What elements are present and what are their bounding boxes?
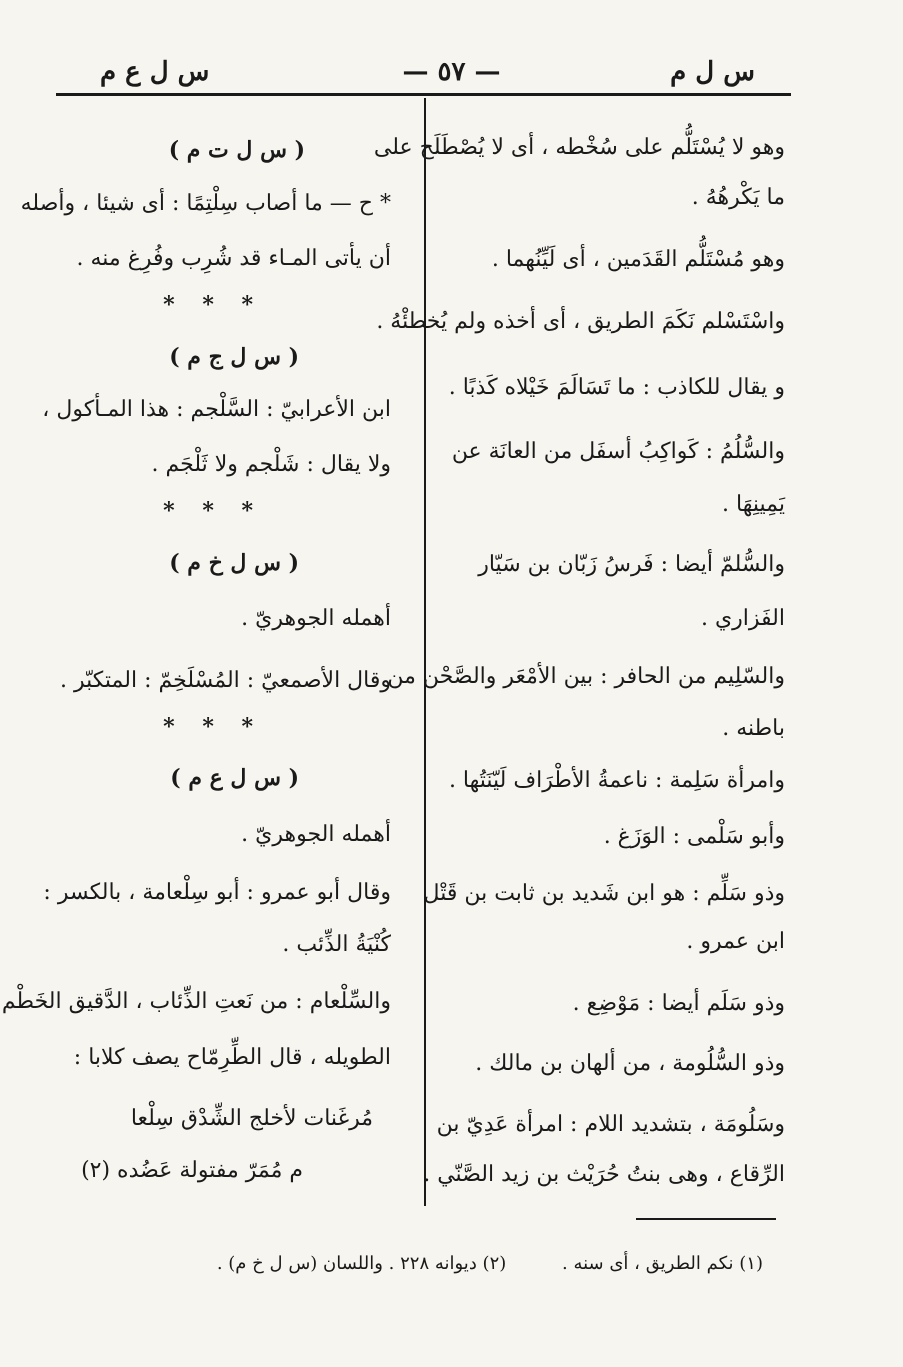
text-line: والسُّلُمُ : كَواكِبُ أسفَل من العانَة عن <box>451 439 785 464</box>
text-line: وذو سَلَم أيضا : مَوْضِع . <box>572 991 785 1016</box>
section-separator: * * * <box>163 292 263 318</box>
text-line: و يقال للكاذب : ما تَسَالَمَ خَيْلاه كَذبًا . <box>448 375 785 400</box>
running-head-right: س ل م <box>670 57 755 87</box>
text-line: الطويله ، قال الطِّرِمّاح يصف كلابا : <box>73 1045 391 1070</box>
text-line: أهمله الجوهريّ . <box>241 606 391 631</box>
text-line: ابن الأعرابيّ : السَّلْجم : هذا المـأكول ، <box>42 397 391 422</box>
text-line: كُنْيَةُ الذِّئب . <box>282 932 391 957</box>
text-line: أهمله الجوهريّ . <box>241 822 391 847</box>
text-line: وأبو سَلْمى : الوَزَغ . <box>603 824 785 849</box>
text-line: ما يَكْرهُهُ . <box>691 185 785 210</box>
text-line: وذو سَلِّم : هو ابن شَديد بن ثابت بن قَتْل <box>423 881 785 906</box>
text-line: وهو لا يُسْتَلُّم على سُخْطه ، أى لا يُصْطَلَح على <box>373 135 785 160</box>
text-line: ابن عمرو . <box>686 929 785 954</box>
text-line: باطنه . <box>722 716 785 741</box>
verse-line: م مُمَرّ مفتولة عَضُده (٢) <box>81 1158 303 1183</box>
text-line: وذو السُّلُومة ، من ألهان بن مالك . <box>475 1051 785 1076</box>
footnote-rule <box>636 1218 776 1220</box>
text-line: والسِّلْعام : من نَعتِ الذِّئاب ، الدَّقيق الخَطْم <box>1 989 391 1014</box>
text-line: وامرأة سَلِمة : ناعمةُ الأطْرَاف لَيّنَتُها . <box>448 768 785 793</box>
text-line: واسْتَسْلم نَكَمَ الطريق ، أى أخذه ولم يُخطئْهُ . <box>376 309 785 334</box>
text-line: وسَلُومَة ، بتشديد اللام : امرأة عَدِيّ بن <box>436 1112 785 1137</box>
section-heading: ( س ل خ م ) <box>169 550 299 576</box>
verse-line: مُرغَنات لأخلج الشِّدْق سِلْعا <box>130 1106 373 1131</box>
text-line: يَمِينِهَا . <box>722 492 785 517</box>
section-heading: ( س ل ع م ) <box>170 765 299 791</box>
footnotes <box>167 1250 763 1278</box>
footnote-2: (٢) ديوانه ٢٢٨ . واللسان (س ل خ م) . <box>216 1253 507 1274</box>
text-line: * ح — ما أصاب سِلْتِمًا : أى شيئا ، وأصله <box>20 191 391 216</box>
page-number: — ٥٧ — <box>402 57 501 87</box>
text-line: وقال الأصمعيّ : المُسْلَخِمّ : المتكبّر . <box>60 668 391 693</box>
text-line: والسُّلمّ أيضا : فَرسُ زَبّان بن سَيّار <box>478 552 785 577</box>
section-separator: * * * <box>163 498 263 524</box>
text-line: ولا يقال : شَلْجم ولا ثَلْجَم . <box>151 452 391 477</box>
text-line: الفَزاري . <box>700 606 785 631</box>
section-heading: ( س ل ج م ) <box>169 344 299 370</box>
section-separator: * * * <box>163 714 263 740</box>
footnote-1: (١) نكم الطريق ، أى سنه . <box>562 1253 763 1274</box>
text-line: وقال أبو عمرو : أبو سِلْعامة ، بالكسر : <box>43 880 391 905</box>
text-line: وهو مُسْتَلُّم القَدَمين ، أى لَيِّنُهما . <box>491 247 785 272</box>
running-head-left: س ل ع م <box>100 57 210 87</box>
text-line: الرِّقاع ، وهى بنتُ حُرَيْث بن زيد الصَّنّي . <box>423 1162 785 1187</box>
text-line: أن يأتى المـاء قد شُرِب وفُرِغ منه . <box>76 246 391 271</box>
text-line: والسّلِيم من الحافر : بين الأمْعَر والصَّحْن من <box>387 664 785 689</box>
section-heading: ( س ل ت م ) <box>168 137 305 163</box>
